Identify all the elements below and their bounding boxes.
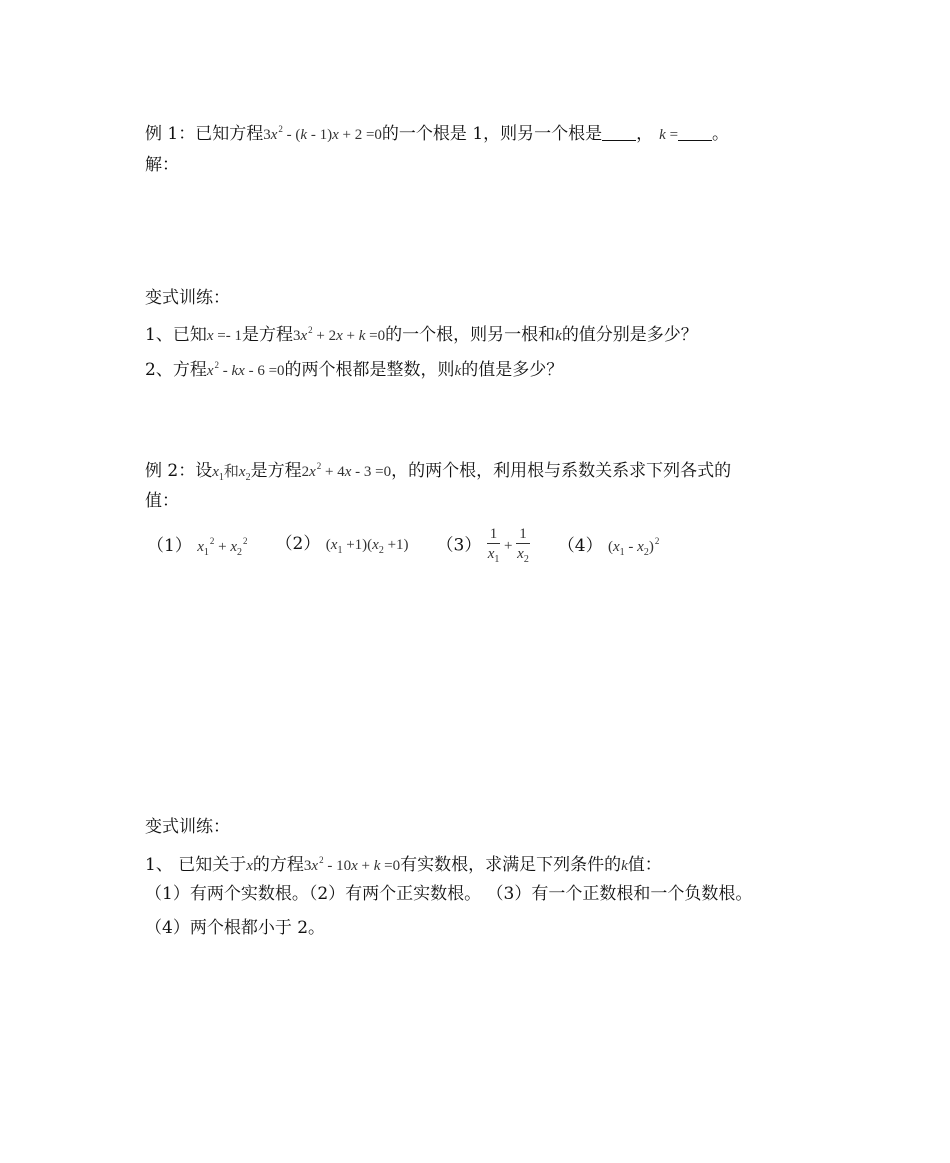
variant1-q2-a: 2、方程 [145,360,207,380]
variant2-q1-a: 1、 已知关于 [145,855,247,875]
variant2-question1 [145,848,662,878]
expr-reciprocal-sum: $\frac{1}{x_1}$ + $\frac{1}{x_2}$ [487,526,529,565]
variant1-question1 [145,318,698,348]
item-2-label: （2） [275,533,321,554]
item-1-label: （1） [147,536,192,556]
variant2-heading: 变式训练： [145,817,230,837]
example2-items [147,523,687,571]
equation-example1: $3x^2 - (k - 1)x + 2 =0$ [263,124,382,143]
example2-line2: 值： [145,491,179,511]
example1-question [145,117,729,147]
variant1-question2 [145,353,563,383]
example1-comma: ， [636,124,654,144]
equation-variant1-q1: $3x^2 + 2x + k =0$ [292,325,386,344]
expr-sum-squares: $x_1^2 + x_2^2$ [197,536,248,558]
equation-variant1-q2: $x^2$ - kx - 6 =0 [206,360,285,379]
variant1-q1-b: 是方程 [241,325,293,345]
variant1-q1-a: 1、已知 [145,325,207,345]
equation-variant2: $3x^2 - 10x + k =0$ [303,855,401,874]
equation-example2: $2x^2 + 4x - 3 =0$ [301,461,392,480]
var-k: k [621,858,628,874]
expr-difference-squared: $(x_1 - x_2)^2$ [607,536,660,558]
variant1-heading: 变式训练： [145,288,230,308]
example2-suffix: ，的两个根，利用根与系数关系求下列各式的 [391,461,732,481]
answer-blank-2[interactable] [678,124,712,141]
variant2-q1-c: 有实数根，求满足下列条件的 [400,855,622,875]
item-1 [147,529,248,565]
variant1-q2-c: 的值是多少？ [461,360,564,380]
example2-question [145,454,731,490]
variant1-q2-b: 的两个根都是整数，则 [284,360,455,380]
variant2-q1-d: 值： [627,855,662,875]
fraction-1: $\frac{1}{x_1}$ [487,526,500,565]
var-k: k [454,363,462,379]
fraction-2: $\frac{1}{x_2}$ [517,526,529,565]
k-equals: k = [659,127,679,143]
variant1-q1-c: 的一个根，则另一根和 [385,325,556,345]
equation-root: x =- 1 [206,328,242,344]
item-2 [276,532,409,563]
example1-prefix: 例 1：已知方程 [145,124,264,144]
var-x1: $x_1$ [212,464,224,483]
example1-mid: 的一个根是 1，则另一个根是 [381,124,603,144]
item-4 [558,529,660,565]
item-3-label: （3） [436,535,482,556]
item-3 [437,527,530,567]
expr-product: $(x_1 +1)(x_2 +1)$ [325,536,409,556]
var-x: x [246,858,253,874]
variant1-q1-d: 的值分别是多少？ [561,325,698,345]
example1-solution-label: 解： [145,155,179,175]
example2-prefix: 例 2：设 [145,461,213,481]
item-4-label: （4） [557,536,603,556]
var-x2: $x_2$ [238,464,251,483]
var-k: k [555,328,562,344]
and-text: 和 [223,464,239,480]
variant2-q1-b: 的方程 [252,855,304,875]
variant2-conditions: （1）有两个实数根。（2）有两个正实数根。 （3）有一个正数根和一个负数根。 [145,884,753,904]
example1-end: 。 [712,124,730,144]
answer-blank-1[interactable] [602,124,636,141]
example2-mid: 是方程 [250,461,302,481]
variant2-condition4: （4）两个根都小于 2。 [145,918,326,938]
